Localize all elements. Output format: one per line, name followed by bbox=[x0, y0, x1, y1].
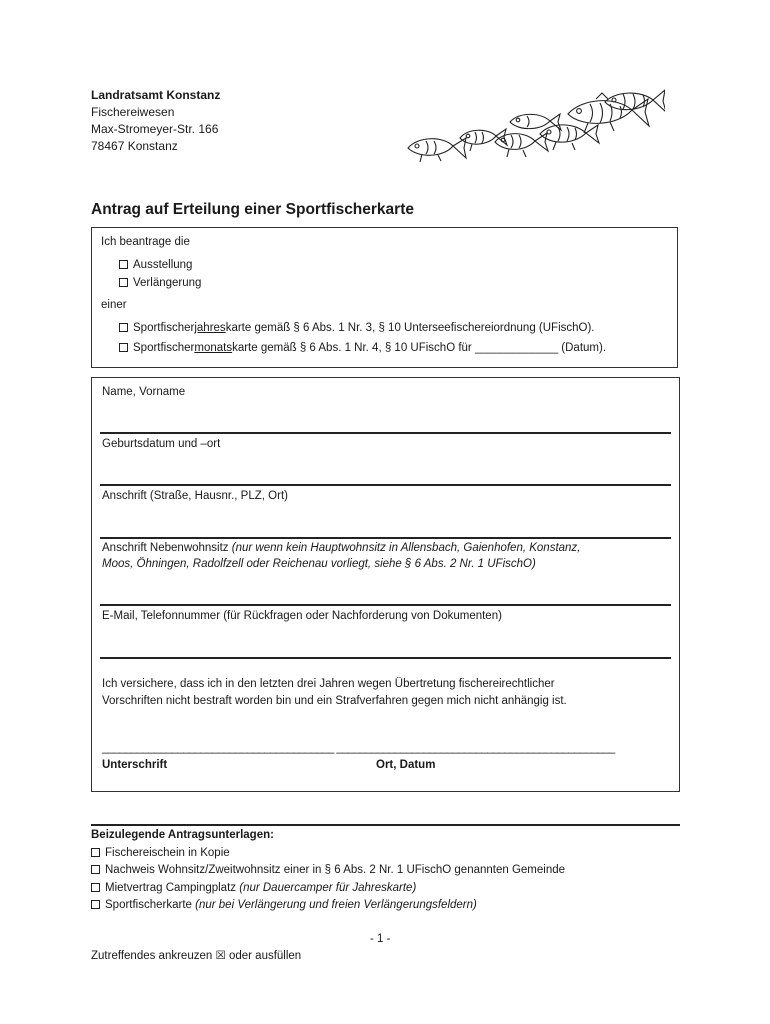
attachment-item-2[interactable]: Nachweis Wohnsitz/Zweitwohnsitz einer in § 6 Abs. 2 Nr. 1 UFischO genannten Gemeinde bbox=[91, 862, 565, 880]
option-verlaengerung[interactable]: Verlängerung bbox=[119, 275, 201, 291]
declaration-line-2: Vorschriften nicht bestraft worden bin und ein Strafverfahren gegen mich nicht anhängig ist. bbox=[102, 695, 567, 707]
request-box bbox=[91, 227, 678, 368]
address-dept: Fischereiwesen bbox=[91, 105, 175, 119]
label-signature: Unterschrift bbox=[102, 759, 168, 771]
second-residence-note: Moos, Öhningen, Radolfzell oder Reichenau vorliegt, siehe § 6 Abs. 2 Nr. 1 UFischO) bbox=[102, 558, 536, 570]
declaration-line-1: Ich versichere, dass ich in den letzten drei Jahren wegen Übertretung fischereirechtlicher bbox=[102, 678, 555, 690]
label-birth: Geburtsdatum und –ort bbox=[102, 438, 221, 450]
request-intro: Ich beantrage die bbox=[101, 236, 190, 248]
checkbox-fischereischein[interactable] bbox=[91, 848, 100, 857]
checkbox-jahreskarte[interactable] bbox=[119, 323, 128, 332]
attachments-heading: Beizulegende Antragsunterlagen: bbox=[91, 829, 274, 841]
field-contact[interactable] bbox=[100, 657, 671, 659]
page-title: Antrag auf Erteilung einer Sportfischerkarte bbox=[91, 201, 414, 218]
label-address: Anschrift (Straße, Hausnr., PLZ, Ort) bbox=[102, 490, 288, 502]
request-einer: einer bbox=[101, 299, 127, 311]
footer-note: Zutreffendes ankreuzen ☒ oder ausfüllen bbox=[91, 950, 302, 962]
fish-icon bbox=[510, 114, 561, 130]
checkbox-mietvertrag[interactable] bbox=[91, 883, 100, 892]
section-divider bbox=[91, 824, 680, 826]
field-second-residence[interactable] bbox=[100, 604, 671, 606]
attachment-item-3[interactable]: Mietvertrag Campingplatz (nur Dauercamper für Jahreskarte) bbox=[91, 880, 565, 898]
field-name[interactable] bbox=[100, 432, 671, 434]
attachment-item-4[interactable]: Sportfischerkarte (nur bei Verlängerung und freien Verlängerungsfeldern) bbox=[91, 897, 565, 915]
checkbox-verlaengerung[interactable] bbox=[119, 278, 128, 287]
signature-line[interactable]: ________________________________________ ________________________________________________ bbox=[102, 742, 615, 754]
field-address[interactable] bbox=[100, 537, 671, 539]
address-city: 78467 Konstanz bbox=[91, 139, 178, 153]
label-second-residence: Anschrift Nebenwohnsitz (nur wenn kein Hauptwohnsitz in Allensbach, Gaienhofen, Konstanz, bbox=[102, 542, 581, 554]
fish-icon bbox=[540, 125, 599, 150]
label-contact: E-Mail, Telefonnummer (für Rückfragen oder Nachforderung von Dokumenten) bbox=[102, 610, 502, 622]
checkbox-monatskarte[interactable] bbox=[119, 343, 128, 352]
attachment-item-1[interactable]: Fischereischein in Kopie bbox=[91, 845, 565, 863]
fish-icon bbox=[408, 138, 466, 162]
page-number: - 1 - bbox=[370, 933, 391, 945]
option-jahreskarte[interactable]: Sportfischerjahreskarte gemäß § 6 Abs. 1 Nr. 3, § 10 Unterseefischereiordnung (UFischO). bbox=[119, 320, 595, 336]
option-monatskarte[interactable]: Sportfischermonatskarte gemäß § 6 Abs. 1 Nr. 4, § 10 UFischO für _____________ (Datum). bbox=[119, 340, 606, 356]
address-org: Landratsamt Konstanz bbox=[91, 88, 221, 102]
checkbox-ausstellung[interactable] bbox=[119, 260, 128, 269]
checkbox-wohnsitz[interactable] bbox=[91, 865, 100, 874]
label-place-date: Ort, Datum bbox=[376, 759, 436, 771]
attachments-section bbox=[91, 827, 565, 915]
address-street: Max-Stromeyer-Str. 166 bbox=[91, 122, 219, 136]
checkbox-sportfischerkarte[interactable] bbox=[91, 900, 100, 909]
sender-address bbox=[91, 87, 220, 155]
fish-icon bbox=[460, 129, 507, 151]
fish-icon bbox=[495, 133, 548, 157]
label-name: Name, Vorname bbox=[102, 386, 186, 398]
applicant-data-box bbox=[91, 377, 680, 792]
option-ausstellung[interactable]: Ausstellung bbox=[119, 257, 192, 273]
fish-illustration bbox=[400, 88, 665, 168]
field-birth[interactable] bbox=[100, 484, 671, 486]
